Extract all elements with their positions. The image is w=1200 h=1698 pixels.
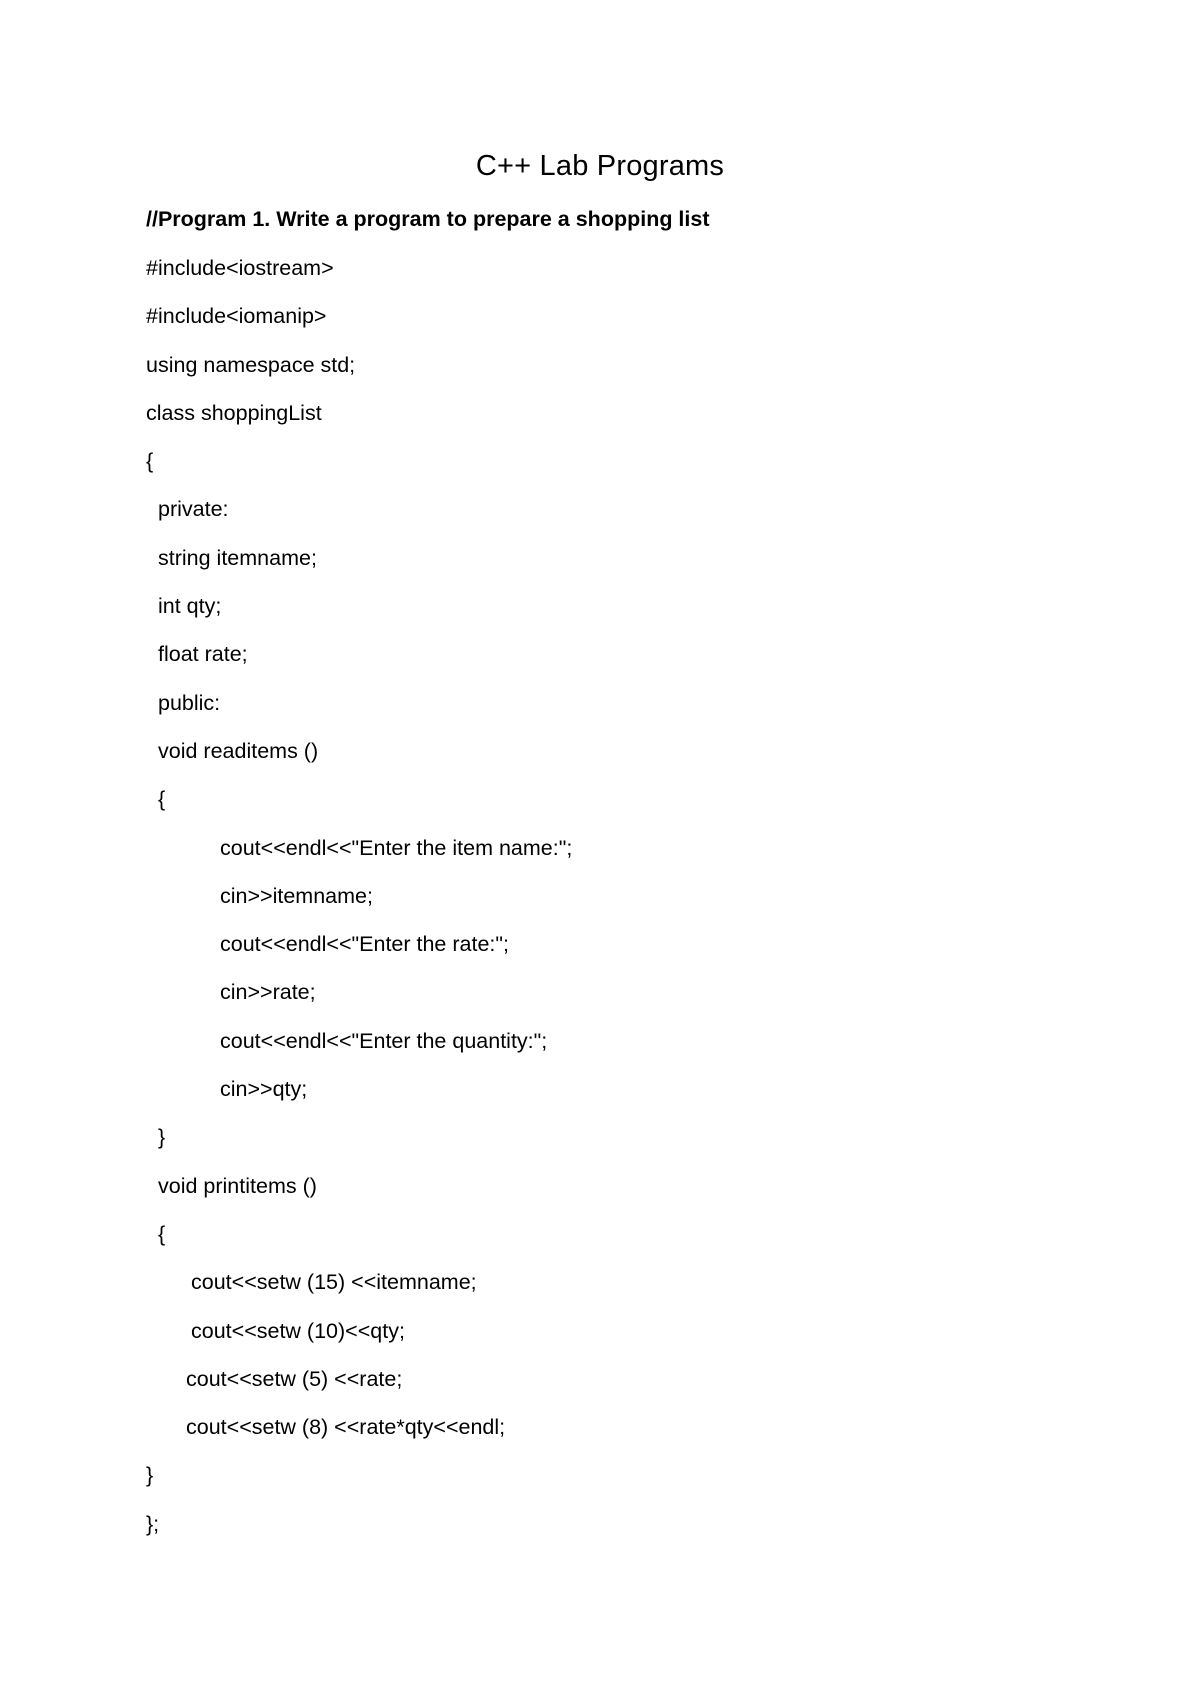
code-line: cout<<setw (5) <<rate; — [186, 1366, 403, 1391]
code-line: } — [158, 1125, 166, 1150]
code-line: } — [146, 1463, 154, 1488]
code-line: cin>>itemname; — [220, 883, 373, 908]
code-line: { — [158, 1221, 166, 1246]
code-line: using namespace std; — [146, 352, 356, 377]
code-line: cout<<setw (10)<<qty; — [191, 1318, 405, 1343]
code-line: cin>>rate; — [220, 980, 316, 1005]
code-line: cout<<endl<<"Enter the quantity:"; — [220, 1028, 548, 1053]
code-line: #include<iomanip> — [146, 304, 327, 329]
code-line: #include<iostream> — [146, 256, 334, 280]
code-line: private: — [158, 497, 229, 522]
code-line: { — [146, 449, 154, 474]
code-line: void printitems () — [158, 1173, 317, 1198]
code-line: void readitems () — [158, 738, 319, 763]
page-title: C++ Lab Programs — [475, 150, 725, 182]
code-line: { — [158, 787, 166, 812]
code-listing — [146, 254, 572, 1558]
code-line: cout<<endl<<"Enter the rate:"; — [220, 932, 509, 957]
code-line: cout<<setw (15) <<itemname; — [191, 1270, 477, 1295]
code-line: float rate; — [158, 642, 248, 667]
program-heading: //Program 1. Write a program to prepare a shopping list — [146, 207, 710, 231]
code-line: public: — [158, 690, 221, 715]
code-line: cout<<setw (8) <<rate*qty<<endl; — [186, 1415, 506, 1440]
code-line: cin>>qty; — [220, 1077, 308, 1102]
code-line: cout<<endl<<"Enter the item name:"; — [220, 835, 573, 860]
code-line: }; — [146, 1511, 160, 1536]
code-line: string itemname; — [158, 545, 317, 570]
code-line: int qty; — [158, 594, 222, 619]
code-line: class shoppingList — [146, 400, 322, 425]
